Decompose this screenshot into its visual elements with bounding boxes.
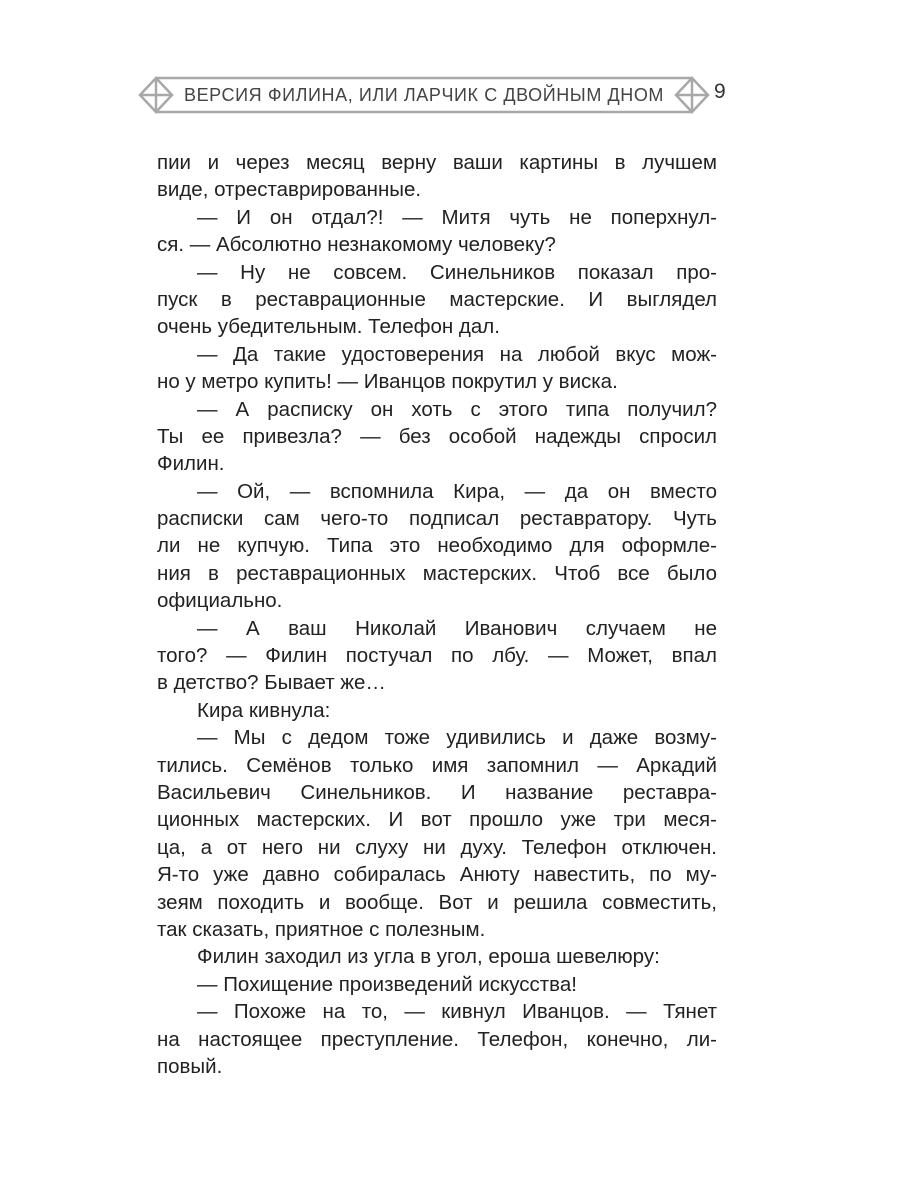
- text-line-content: ли не купчую. Типа это необходимо для оформле-: [157, 534, 717, 558]
- text-line: [157, 971, 717, 998]
- text-line: [157, 615, 717, 642]
- text-line-content: но у метро купить! — Иванцов покрутил у виска.: [157, 370, 618, 394]
- text-line-content: пуск в реставрационные мастерские. И выглядел: [157, 287, 717, 311]
- text-line-content: в детство? Бывает же…: [157, 671, 386, 695]
- text-line-content: повый.: [157, 1054, 223, 1078]
- text-line-content: — Ой, — вспомнила Кира, — да он вместо: [197, 479, 717, 503]
- text-line-content: зеям походить и вообще. Вот и решила совместить,: [157, 890, 717, 914]
- text-line: [157, 204, 717, 231]
- text-line-content: — А расписку он хоть с этого типа получил?: [197, 397, 717, 421]
- text-line-content: виде, отреставрированные.: [157, 178, 422, 202]
- text-line: [157, 450, 717, 477]
- text-line: [157, 341, 717, 368]
- text-line-content: — Ну не совсем. Синельников показал про-: [197, 260, 717, 284]
- text-line-content: пии и через месяц верну ваши картины в лучшем: [157, 151, 717, 174]
- text-line: [157, 861, 717, 888]
- text-line: [157, 806, 717, 833]
- text-line: [157, 231, 717, 258]
- text-line-content: — Да такие удостоверения на любой вкус мож-: [197, 342, 717, 366]
- running-title-text: ВЕРСИЯ ФИЛИНА, ИЛИ ЛАРЧИК С ДВОЙНЫМ ДНОМ: [184, 85, 664, 105]
- text-line: [157, 396, 717, 423]
- text-line: [157, 423, 717, 450]
- text-line-content: — Похоже на то, — кивнул Иванцов. — Тянет: [197, 1000, 717, 1024]
- text-line-content: Васильевич Синельников. И название реставра-: [157, 780, 717, 804]
- text-line-content: Кира кивнула:: [197, 698, 331, 722]
- text-line: [157, 286, 717, 313]
- text-line: [157, 149, 717, 176]
- running-title: [180, 83, 668, 107]
- text-line-content: очень убедительным. Телефон дал.: [157, 315, 500, 339]
- text-line-content: Я-то уже давно собиралась Анюту навестить, по му-: [157, 863, 717, 887]
- text-line: [157, 916, 717, 943]
- text-line: [157, 779, 717, 806]
- text-line: [157, 642, 717, 669]
- text-line-content: официально.: [157, 589, 283, 613]
- text-line: [157, 998, 717, 1025]
- text-line: [157, 1026, 717, 1053]
- text-line-content: Филин.: [157, 452, 225, 476]
- text-line: [157, 834, 717, 861]
- text-line-content: Ты ее привезла? — без особой надежды спросил: [157, 424, 717, 448]
- text-line: [157, 724, 717, 751]
- text-line-content: — И он отдал?! — Митя чуть не поперхнул-: [197, 205, 717, 229]
- text-line: [157, 532, 717, 559]
- text-line-content: Филин заходил из угла в угол, ероша шевелюру:: [197, 945, 660, 969]
- text-line-content: — Мы с дедом тоже удивились и даже возму-: [197, 726, 717, 750]
- text-line-content: того? — Филин постучал по лбу. — Может, впал: [157, 644, 717, 668]
- text-line-content: так сказать, приятное с полезным.: [157, 917, 486, 941]
- text-line: [157, 889, 717, 916]
- text-line: [157, 669, 717, 696]
- text-line: [157, 560, 717, 587]
- text-line: [157, 259, 717, 286]
- running-header: [134, 72, 714, 118]
- text-line-content: ционных мастерских. И вот прошло уже три меся-: [157, 808, 717, 832]
- text-line-content: ния в реставрационных мастерских. Чтоб все было: [157, 561, 717, 585]
- text-line: [157, 943, 717, 970]
- body-text: [157, 149, 717, 1080]
- text-line: [157, 505, 717, 532]
- text-line-content: ся. — Абсолютно незнакомому человеку?: [157, 233, 556, 257]
- text-line: [157, 478, 717, 505]
- text-line-content: ца, а от него ни слуху ни духу. Телефон отключен.: [157, 835, 717, 859]
- page-number: 9: [714, 80, 726, 103]
- text-line: [157, 752, 717, 779]
- text-line-content: тились. Семёнов только имя запомнил — Аркадий: [157, 753, 717, 777]
- text-line: [157, 587, 717, 614]
- text-line: [157, 697, 717, 724]
- text-line: [157, 368, 717, 395]
- text-line: [157, 313, 717, 340]
- text-line-content: на настоящее преступление. Телефон, конечно, ли-: [157, 1027, 717, 1051]
- text-line-content: расписки сам чего-то подписал реставратору. Чуть: [157, 507, 717, 531]
- text-line: [157, 1053, 717, 1080]
- text-line-content: — Похищение произведений искусства!: [197, 972, 577, 996]
- text-line-content: — А ваш Николай Иванович случаем не: [197, 616, 717, 640]
- text-line: [157, 176, 717, 203]
